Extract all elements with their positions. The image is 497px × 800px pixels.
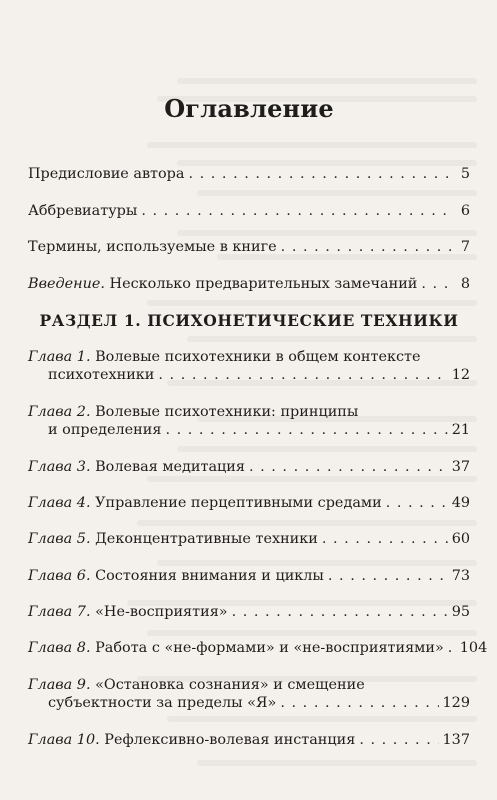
- page-number: 12: [451, 367, 470, 383]
- entry-text: Предисловие автора: [28, 166, 185, 182]
- toc-entry-chapter-10[interactable]: [28, 731, 470, 749]
- chapter-title: Работа с «не-формами» и «не-восприятиями»: [95, 640, 444, 656]
- toc-entry-terms[interactable]: [28, 238, 470, 256]
- leader-dots: [386, 494, 448, 512]
- leader-dots: [328, 567, 448, 585]
- toc-entry-introduction[interactable]: [28, 275, 470, 293]
- entry-text: Аббревиатуры: [28, 203, 138, 219]
- chapter-label: Глава 9.: [28, 677, 91, 693]
- toc-entry-chapter-6[interactable]: [28, 567, 470, 585]
- toc-entry-chapter-1[interactable]: [28, 348, 470, 384]
- page-number: 73: [451, 568, 470, 584]
- chapter-label: Глава 1.: [28, 349, 91, 365]
- page-number: 21: [451, 422, 470, 438]
- page-number: 7: [460, 239, 470, 255]
- leader-dots: [322, 530, 448, 548]
- page-number: 129: [442, 695, 470, 711]
- leader-dots: [141, 202, 452, 220]
- page-number: 95: [451, 604, 470, 620]
- page-number: 104: [459, 640, 488, 656]
- entry-text: Термины, используемые в книге: [28, 239, 277, 255]
- toc-entry-chapter-5[interactable]: [28, 530, 470, 548]
- page-number: 49: [451, 495, 470, 511]
- leader-dots: [188, 165, 452, 183]
- chapter-title: Деконцентративные техники: [95, 531, 318, 547]
- leader-dots: [232, 603, 448, 621]
- chapter-title: Состояния внимания и циклы: [95, 568, 324, 584]
- chapter-label: Глава 6.: [28, 568, 91, 584]
- leader-dots: [448, 639, 456, 657]
- chapter-title: «Не-восприятия»: [95, 604, 228, 620]
- leader-dots: [359, 731, 438, 749]
- leader-dots: [165, 421, 447, 439]
- page-number: 60: [451, 531, 470, 547]
- chapter-label: Глава 7.: [28, 604, 91, 620]
- toc-entry-chapter-9[interactable]: [28, 676, 470, 712]
- page-number: 137: [442, 732, 470, 748]
- page-number: 37: [451, 459, 470, 475]
- chapter-label: Глава 3.: [28, 459, 91, 475]
- chapter-title-line1: Волевые психотехники: принципы: [95, 404, 359, 420]
- chapter-label: Глава 8.: [28, 640, 91, 656]
- chapter-title-line1: «Остановка сознания» и смещение: [95, 677, 365, 693]
- toc-entry-abbreviations[interactable]: [28, 202, 470, 220]
- leader-dots: [249, 458, 448, 476]
- section-heading: РАЗДЕЛ 1. ПСИХОНЕТИЧЕСКИЕ ТЕХНИКИ: [39, 311, 459, 330]
- leader-dots: [421, 275, 452, 293]
- chapter-title: Рефлексивно-волевая инстанция: [104, 732, 356, 748]
- page-number: 8: [460, 276, 470, 292]
- leader-dots: [280, 694, 438, 712]
- chapter-label: Глава 5.: [28, 531, 91, 547]
- entry-label: Введение.: [28, 276, 105, 292]
- chapter-title-line1: Волевые психотехники в общем контексте: [95, 349, 421, 365]
- chapter-title-line2: субъектности за пределы «Я»: [48, 695, 277, 711]
- toc-entry-chapter-8[interactable]: [28, 639, 488, 657]
- chapter-title: Волевая медитация: [95, 459, 245, 475]
- chapter-label: Глава 10.: [28, 732, 100, 748]
- chapter-title-line2: психотехники: [48, 367, 155, 383]
- chapter-title-line2: и определения: [48, 422, 162, 438]
- leader-dots: [281, 238, 452, 256]
- chapter-title: Управление перцептивными средами: [95, 495, 382, 511]
- page-number: 6: [460, 203, 470, 219]
- page-title: Оглавление: [164, 94, 334, 123]
- toc-entry-chapter-4[interactable]: [28, 494, 470, 512]
- chapter-label: Глава 4.: [28, 495, 91, 511]
- toc-entry-chapter-3[interactable]: [28, 458, 470, 476]
- entry-text: Несколько предварительных замечаний: [109, 276, 418, 292]
- leader-dots: [158, 366, 447, 384]
- toc-entry-chapter-2[interactable]: [28, 403, 470, 439]
- page-number: 5: [460, 166, 470, 182]
- toc-entry-preface[interactable]: [28, 165, 470, 183]
- toc-entry-chapter-7[interactable]: [28, 603, 470, 621]
- chapter-label: Глава 2.: [28, 404, 91, 420]
